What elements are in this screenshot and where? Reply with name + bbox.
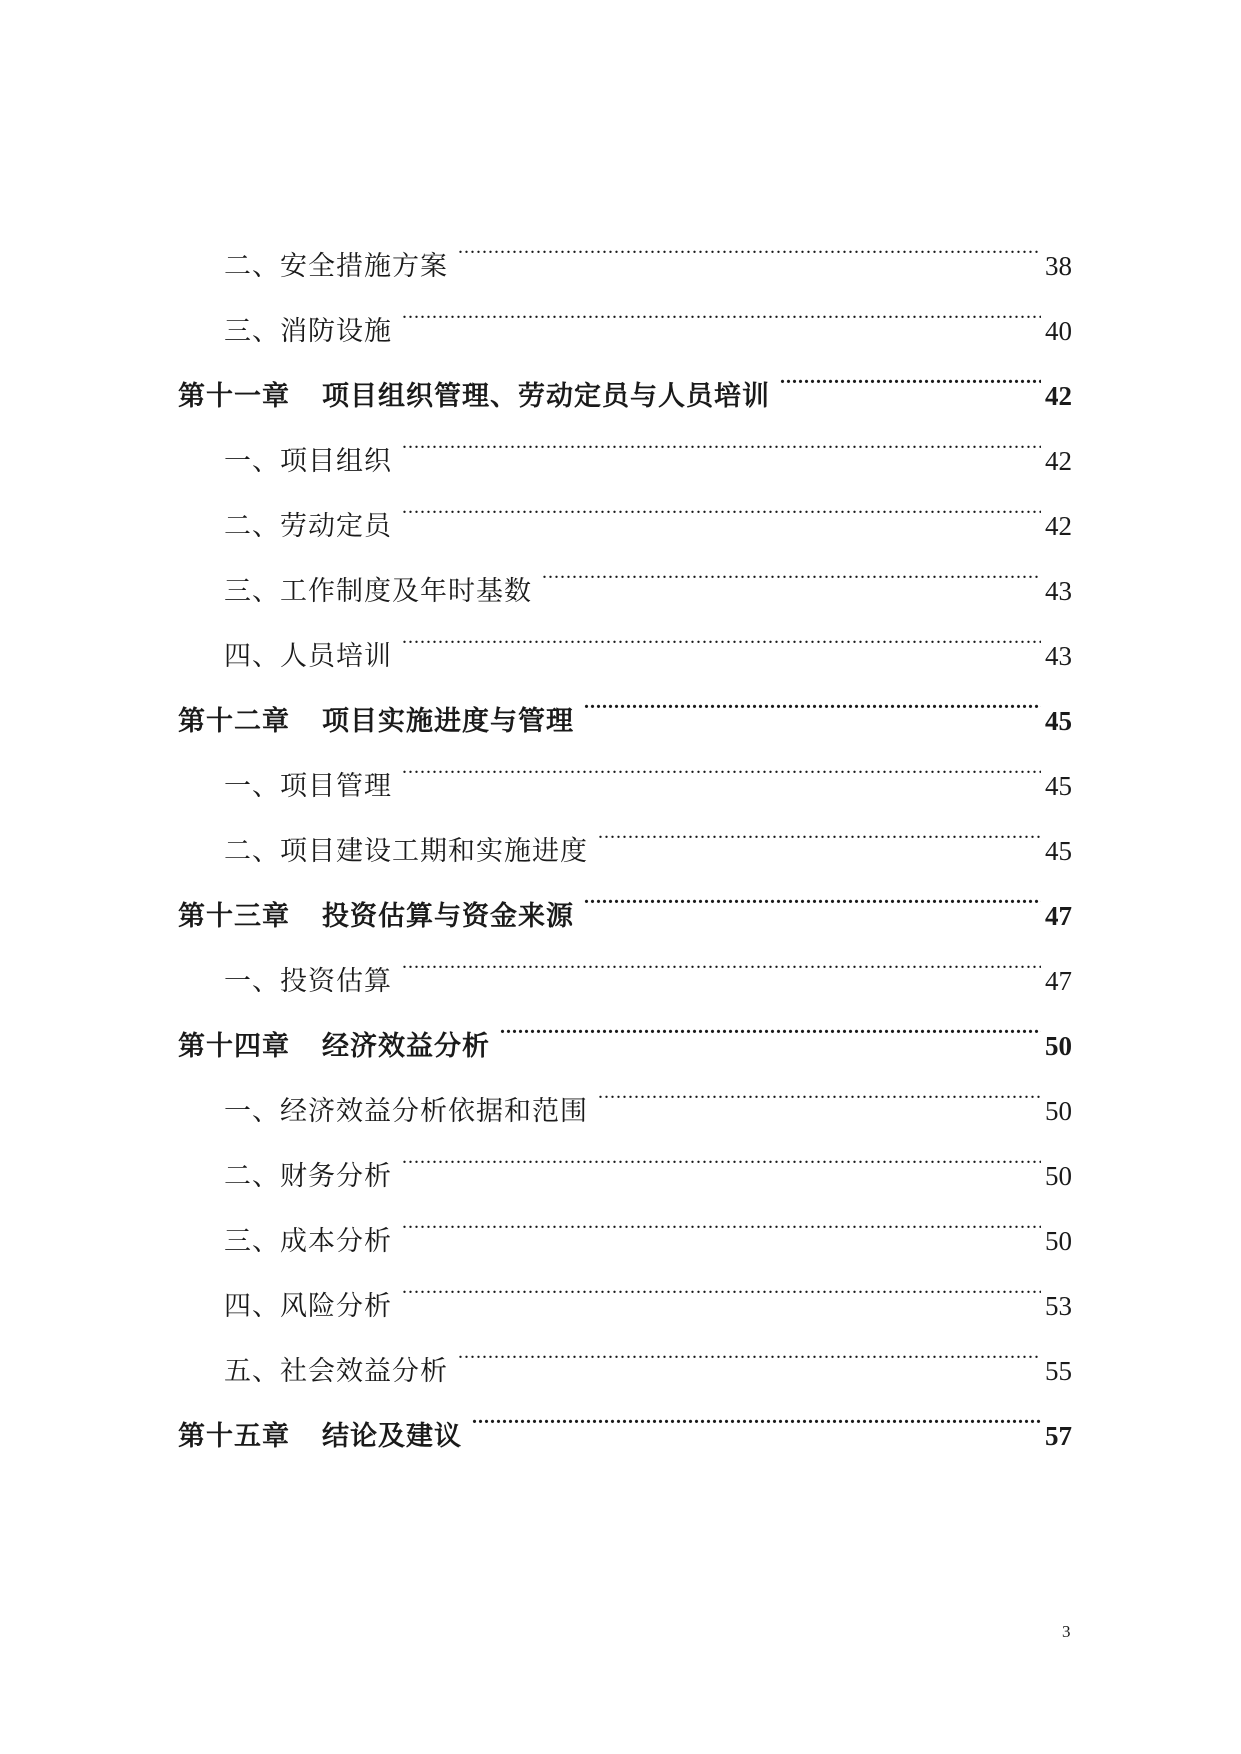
dot-leader xyxy=(402,470,1041,535)
toc-page-number: 47 xyxy=(1045,966,1072,996)
toc-chapter-heading xyxy=(178,1014,490,1079)
toc-entry-title: 二、劳动定员 xyxy=(224,511,392,542)
chapter-label: 第十四章 xyxy=(178,1031,290,1062)
dot-leader xyxy=(584,665,1041,730)
chapter-title: 结论及建议 xyxy=(322,1421,462,1452)
chapter-label: 第十五章 xyxy=(178,1421,290,1452)
toc-page-number: 42 xyxy=(1045,446,1072,476)
dot-leader xyxy=(402,1185,1041,1250)
dot-leader xyxy=(402,405,1041,470)
toc-entry-title: 五、社会效益分析 xyxy=(224,1356,448,1387)
toc-entry-title: 三、消防设施 xyxy=(224,316,392,347)
toc-entry-title: 一、经济效益分析依据和范围 xyxy=(224,1096,588,1127)
dot-leader xyxy=(780,340,1041,405)
toc-entry-title: 四、人员培训 xyxy=(224,641,392,672)
toc-entry-title: 一、项目管理 xyxy=(224,771,392,802)
toc-page-number: 45 xyxy=(1045,771,1072,801)
toc-page-number: 47 xyxy=(1045,901,1072,931)
table-of-contents xyxy=(178,210,1072,1452)
toc-page-number: 42 xyxy=(1045,511,1072,541)
chapter-label: 第十一章 xyxy=(178,381,290,412)
chapter-title: 项目组织管理、劳动定员与人员培训 xyxy=(322,381,770,412)
toc-entry-title: 三、工作制度及年时基数 xyxy=(224,576,532,607)
chapter-title: 经济效益分析 xyxy=(322,1031,490,1062)
toc-page-number: 50 xyxy=(1045,1096,1072,1126)
toc-page-number: 38 xyxy=(1045,251,1072,281)
dot-leader xyxy=(584,860,1041,925)
toc-page-number: 43 xyxy=(1045,641,1072,671)
toc-entry-title: 一、投资估算 xyxy=(224,966,392,997)
toc-page-number: 42 xyxy=(1045,381,1072,411)
toc-page-number: 43 xyxy=(1045,576,1072,606)
toc-entry-title: 四、风险分析 xyxy=(224,1291,392,1322)
dot-leader xyxy=(402,600,1041,665)
toc-page-number: 50 xyxy=(1045,1226,1072,1256)
dot-leader xyxy=(598,1055,1041,1120)
toc-entry-title: 三、成本分析 xyxy=(224,1226,392,1257)
toc-page-number: 45 xyxy=(1045,836,1072,866)
page-number: 3 xyxy=(1062,1622,1071,1641)
toc-page-number: 50 xyxy=(1045,1161,1072,1191)
toc-page-number: 53 xyxy=(1045,1291,1072,1321)
chapter-label: 第十二章 xyxy=(178,706,290,737)
chapter-title: 投资估算与资金来源 xyxy=(322,901,574,932)
dot-leader xyxy=(458,1315,1041,1380)
toc-entry-title: 二、财务分析 xyxy=(224,1161,392,1192)
dot-leader xyxy=(402,1120,1041,1185)
dot-leader xyxy=(500,990,1041,1055)
dot-leader xyxy=(402,925,1041,990)
dot-leader xyxy=(402,1250,1041,1315)
toc-page-number: 40 xyxy=(1045,316,1072,346)
toc-entry-safety-measures[interactable] xyxy=(178,210,1072,282)
toc-page-number: 45 xyxy=(1045,706,1072,736)
toc-page-number: 50 xyxy=(1045,1031,1072,1061)
dot-leader xyxy=(598,795,1041,860)
toc-entry-title: 二、项目建设工期和实施进度 xyxy=(224,836,588,867)
toc-page-number: 57 xyxy=(1045,1421,1072,1451)
dot-leader xyxy=(402,730,1041,795)
toc-entry-title: 一、项目组织 xyxy=(224,446,392,477)
dot-leader xyxy=(542,535,1041,600)
dot-leader xyxy=(402,275,1041,340)
dot-leader xyxy=(458,210,1041,275)
toc-entry-title: 二、安全措施方案 xyxy=(224,251,448,282)
chapter-title: 项目实施进度与管理 xyxy=(322,706,574,737)
toc-chapter-heading xyxy=(178,1404,462,1469)
chapter-label: 第十三章 xyxy=(178,901,290,932)
toc-page-number: 55 xyxy=(1045,1356,1072,1386)
dot-leader xyxy=(472,1380,1041,1445)
